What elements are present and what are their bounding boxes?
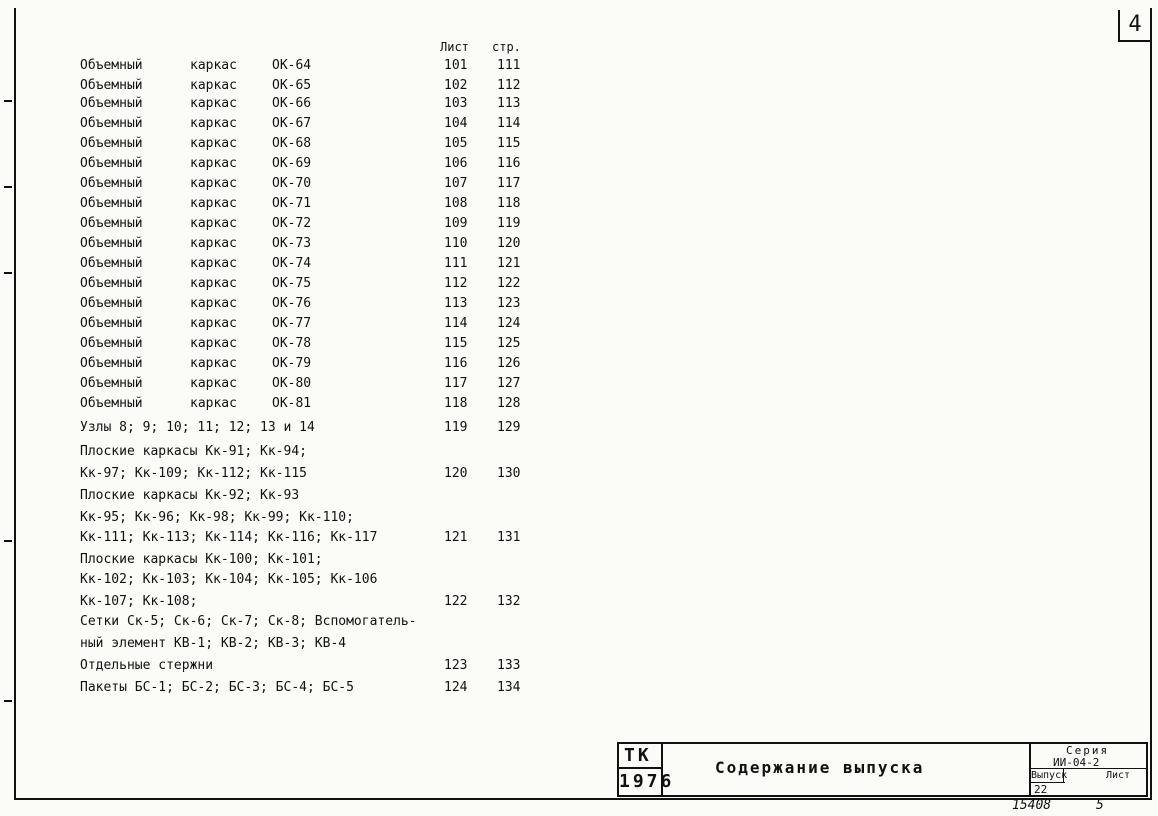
row-kind: каркас [190,136,237,151]
row-mark: ОК-79 [272,356,312,371]
row-page-number: 133 [497,658,521,673]
margin-tick [4,540,12,542]
row-mark: ОК-66 [272,96,312,111]
row-type: Объемный [80,276,143,291]
row-mark: ОК-65 [272,78,312,93]
row-list-number: 120 [444,466,468,481]
margin-tick [4,186,12,188]
row-kind: каркас [190,396,237,411]
row-type: Объемный [80,156,143,171]
margin-tick [4,272,12,274]
row-kind: каркас [190,216,237,231]
row-kind: каркас [190,78,237,93]
row-kind: каркас [190,116,237,131]
row-kind: каркас [190,196,237,211]
row-mark: ОК-68 [272,136,312,151]
row-list-number: 116 [444,356,468,371]
row-list-number: 114 [444,316,468,331]
row-list-number: 121 [444,530,468,545]
row-page-number: 123 [497,296,521,311]
row-page-number: 127 [497,376,521,391]
row-list-number: 109 [444,216,468,231]
row-description: ный элемент КВ-1; КВ-2; КВ-3; КВ-4 [80,636,347,651]
row-mark: ОК-76 [272,296,312,311]
issue-value: 22 [1034,783,1048,796]
row-kind: каркас [190,356,237,371]
row-list-number: 103 [444,96,468,111]
page-number: 4 [1118,10,1150,42]
row-kind: каркас [190,376,237,391]
row-kind: каркас [190,236,237,251]
row-page-number: 116 [497,156,521,171]
row-type: Объемный [80,256,143,271]
row-description: Кк-107; Кк-108; [80,594,198,609]
row-type: Объемный [80,376,143,391]
row-kind: каркас [190,276,237,291]
series-value: ИИ-04-2 [1053,756,1100,769]
row-type: Объемный [80,58,143,73]
row-list-number: 108 [444,196,468,211]
row-list-number: 119 [444,420,468,435]
row-kind: каркас [190,58,237,73]
row-list-number: 110 [444,236,468,251]
row-page-number: 132 [497,594,521,609]
row-page-number: 115 [497,136,521,151]
row-description: Плоские каркасы Кк-92; Кк-93 [80,488,300,503]
row-type: Объемный [80,396,143,411]
row-kind: каркас [190,256,237,271]
sheet-label: Лист [1106,770,1131,781]
row-page-number: 113 [497,96,521,111]
row-mark: ОК-70 [272,176,312,191]
row-type: Объемный [80,236,143,251]
row-list-number: 112 [444,276,468,291]
row-description: Плоские каркасы Кк-91; Кк-94; [80,444,307,459]
row-list-number: 117 [444,376,468,391]
row-page-number: 128 [497,396,521,411]
row-type: Объемный [80,136,143,151]
row-page-number: 134 [497,680,521,695]
header-page: стр. [492,40,521,54]
row-description: Пакеты БС-1; БС-2; БС-3; БС-4; БС-5 [80,680,354,695]
row-page-number: 122 [497,276,521,291]
row-list-number: 104 [444,116,468,131]
row-description: Сетки Ск-5; Ск-6; Ск-7; Ск-8; Вспомогатель- [80,614,417,629]
row-mark: ОК-80 [272,376,312,391]
row-mark: ОК-73 [272,236,312,251]
row-mark: ОК-78 [272,336,312,351]
row-kind: каркас [190,176,237,191]
row-list-number: 122 [444,594,468,609]
row-page-number: 131 [497,530,521,545]
row-kind: каркас [190,316,237,331]
header-list: Лист [440,40,469,54]
row-description: Кк-111; Кк-113; Кк-114; Кк-116; Кк-117 [80,530,378,545]
row-mark: ОК-71 [272,196,312,211]
series-label: Серия [1066,744,1110,757]
row-type: Объемный [80,216,143,231]
row-page-number: 112 [497,78,521,93]
issue-divider [1063,768,1064,782]
row-description: Кк-97; Кк-109; Кк-112; Кк-115 [80,466,307,481]
row-page-number: 118 [497,196,521,211]
row-list-number: 123 [444,658,468,673]
row-type: Объемный [80,96,143,111]
row-kind: каркас [190,336,237,351]
row-type: Объемный [80,196,143,211]
row-list-number: 111 [444,256,468,271]
row-page-number: 124 [497,316,521,331]
row-page-number: 130 [497,466,521,481]
margin-tick [4,100,12,102]
row-list-number: 105 [444,136,468,151]
row-type: Объемный [80,116,143,131]
row-list-number: 102 [444,78,468,93]
series-divider [1031,768,1146,769]
row-page-number: 120 [497,236,521,251]
row-list-number: 113 [444,296,468,311]
row-mark: ОК-67 [272,116,312,131]
row-description: Плоские каркасы Кк-100; Кк-101; [80,552,323,567]
row-list-number: 124 [444,680,468,695]
row-page-number: 119 [497,216,521,231]
row-mark: ОК-75 [272,276,312,291]
row-type: Объемный [80,78,143,93]
row-page-number: 117 [497,176,521,191]
title-block-title: Содержание выпуска [715,758,925,777]
doc-number: 15408 [1012,798,1052,813]
row-type: Объемный [80,296,143,311]
row-list-number: 107 [444,176,468,191]
row-type: Объемный [80,356,143,371]
row-mark: ОК-72 [272,216,312,231]
row-type: Объемный [80,316,143,331]
row-mark: ОК-74 [272,256,312,271]
row-list-number: 101 [444,58,468,73]
row-kind: каркас [190,96,237,111]
row-description: Отдельные стержни [80,658,214,673]
title-block-year: 1976 [619,771,675,792]
row-page-number: 126 [497,356,521,371]
title-block-code: ТК [624,745,652,766]
row-list-number: 106 [444,156,468,171]
footer-page: 5 [1096,798,1104,813]
issue-label: Выпуск [1031,770,1068,781]
row-page-number: 111 [497,58,521,73]
issue-underline [1031,782,1065,783]
row-mark: ОК-77 [272,316,312,331]
row-mark: ОК-81 [272,396,312,411]
row-page-number: 125 [497,336,521,351]
row-description: Кк-102; Кк-103; Кк-104; Кк-105; Кк-106 [80,572,378,587]
row-type: Объемный [80,336,143,351]
row-list-number: 115 [444,336,468,351]
row-page-number: 129 [497,420,521,435]
row-mark: ОК-64 [272,58,312,73]
row-kind: каркас [190,296,237,311]
row-mark: ОК-69 [272,156,312,171]
row-type: Объемный [80,176,143,191]
row-page-number: 114 [497,116,521,131]
margin-tick [4,700,12,702]
row-description: Узлы 8; 9; 10; 11; 12; 13 и 14 [80,420,315,435]
row-list-number: 118 [444,396,468,411]
row-kind: каркас [190,156,237,171]
row-description: Кк-95; Кк-96; Кк-98; Кк-99; Кк-110; [80,510,354,525]
row-page-number: 121 [497,256,521,271]
